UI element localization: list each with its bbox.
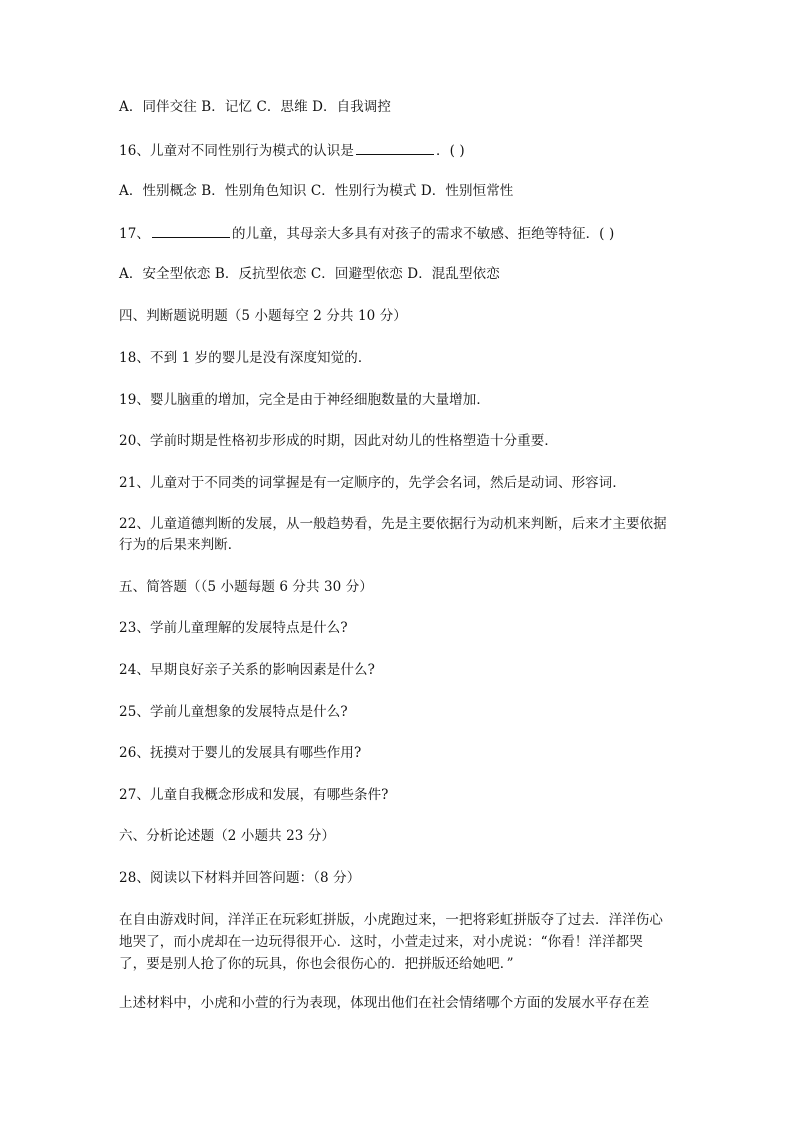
question-17 bbox=[119, 223, 679, 244]
q15-options: A．同伴交往 B．记忆 C．思维 D．自我调控 bbox=[119, 99, 391, 115]
question-25: 25、学前儿童想象的发展特点是什么? bbox=[119, 704, 348, 720]
q16-tail: ．( ) bbox=[435, 143, 465, 159]
question-28-prompt: 上述材料中，小虎和小萱的行为表现，体现出他们在社会情绪哪个方面的发展水平存在差 bbox=[119, 995, 650, 1011]
section-4-heading: 四、判断题说明题（5 小题每空 2 分共 10 分） bbox=[119, 308, 407, 324]
q16-text: 16、儿童对不同性别行为模式的认识是 bbox=[119, 143, 354, 159]
q17-text: 的儿童，其母亲大多具有对孩子的需求不敏感、拒绝等特征．( ) bbox=[231, 226, 615, 242]
reading-material: 在自由游戏时间，洋洋正在玩彩虹拼版，小虎跑过来，一把将彩虹拼版夺了过去．洋洋伤心地哭了，而小虎却在一边玩得很开心．这时，小萱走过来，对小虎说：“你看！洋洋都哭了，要是别人抢了你的玩具，你也会很伤心的．把拼版还给她吧．” bbox=[119, 912, 663, 972]
answer-blank bbox=[152, 223, 230, 238]
question-16 bbox=[119, 140, 679, 161]
q16-options: A．性别概念 B．性别角色知识 C．性别行为模式 D．性别恒常性 bbox=[119, 183, 514, 199]
answer-blank bbox=[356, 140, 434, 155]
question-20: 20、学前时期是性格初步形成的时期，因此对幼儿的性格塑造十分重要． bbox=[119, 433, 558, 449]
section-5-heading: 五、简答题（（5 小题每题 6 分共 30 分） bbox=[119, 579, 373, 595]
question-18: 18、不到 1 岁的婴儿是没有深度知觉的． bbox=[119, 350, 372, 366]
question-22: 22、儿童道德判断的发展，从一般趋势看，先是主要依据行为动机来判断，后来才主要依据行为的后果来判断． bbox=[119, 516, 667, 553]
question-21: 21、儿童对于不同类的词掌握是有一定顺序的，先学会名词，然后是动词、形容词． bbox=[119, 475, 626, 491]
question-23: 23、学前儿童理解的发展特点是什么? bbox=[119, 620, 348, 636]
q17-number: 17、 bbox=[119, 226, 150, 242]
question-19: 19、婴儿脑重的增加，完全是由于神经细胞数量的大量增加． bbox=[119, 392, 490, 408]
question-28: 28、阅读以下材料并回答问题：（8 分） bbox=[119, 870, 361, 886]
question-24: 24、早期良好亲子关系的影响因素是什么? bbox=[119, 662, 375, 678]
q17-options: A．安全型依恋 B．反抗型依恋 C．回避型依恋 D．混乱型依恋 bbox=[119, 266, 500, 282]
question-27: 27、儿童自我概念形成和发展，有哪些条件? bbox=[119, 787, 389, 803]
question-26: 26、抚摸对于婴儿的发展具有哪些作用? bbox=[119, 745, 362, 761]
section-6-heading: 六、分析论述题（2 小题共 23 分） bbox=[119, 828, 336, 844]
